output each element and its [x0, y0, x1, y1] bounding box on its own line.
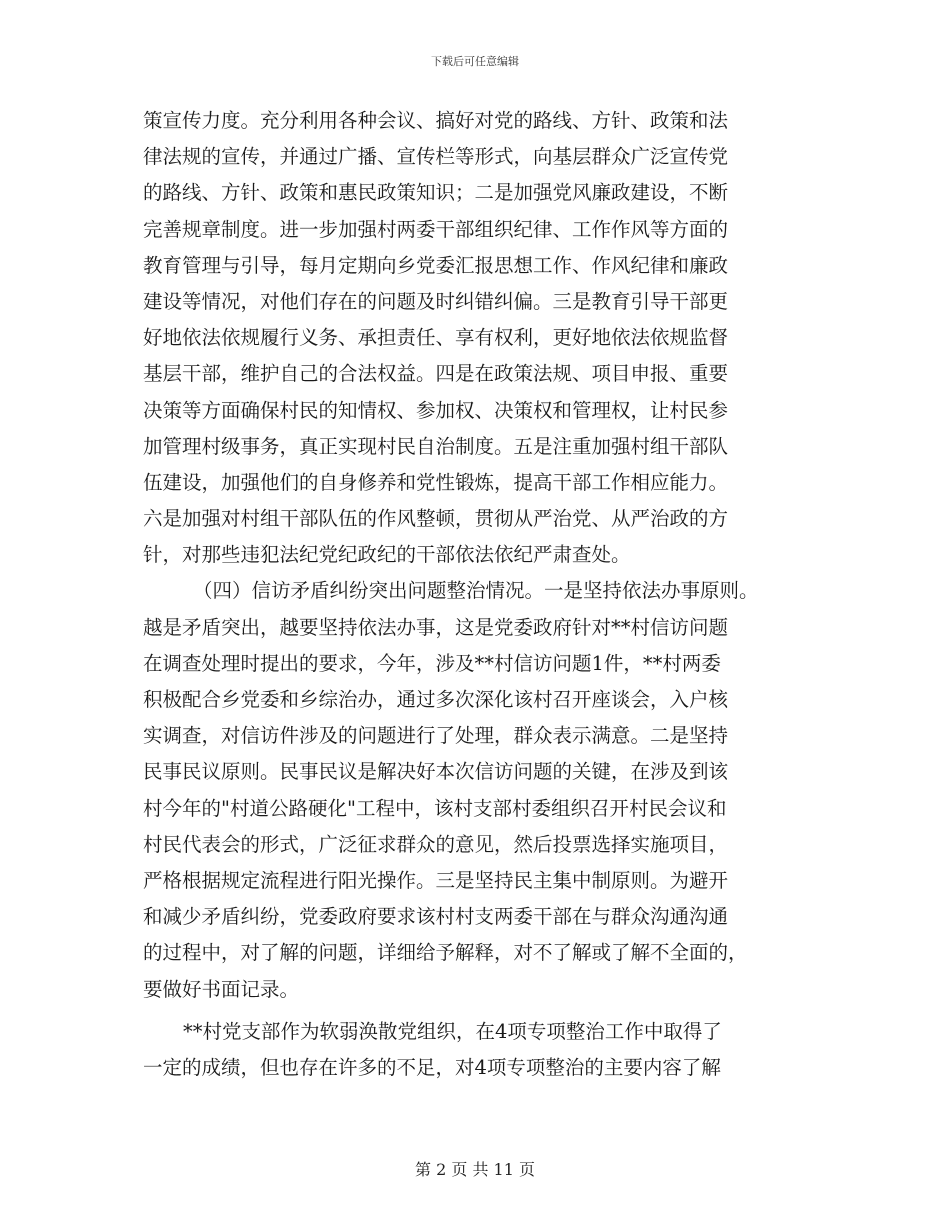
text-line: 教育管理与引导，每月定期向乡党委汇报思想工作、作风纪律和廉政	[143, 253, 729, 277]
paragraph-2	[143, 573, 808, 1007]
text-line: 村民代表会的形式，广泛征求群众的意见，然后投票选择实施项目，	[143, 832, 729, 856]
text-line: 决策等方面确保村民的知情权、参加权、决策权和管理权，让村民参	[143, 398, 729, 422]
text-line: 建设等情况，对他们存在的问题及时纠错纠偏。三是教育引导干部更	[143, 289, 729, 313]
text-line: 和减少矛盾纠纷，党委政府要求该村村支两委干部在与群众沟通沟通	[143, 905, 729, 929]
paragraph-3	[143, 1014, 808, 1086]
text-line: 加管理村级事务，真正实现村民自治制度。五是注重加强村组干部队	[143, 434, 729, 458]
text-line: 严格根据规定流程进行阳光操作。三是坚持民主集中制原则。为避开	[143, 868, 729, 892]
text-line: 一定的成绩，但也存在许多的不足，对4项专项整治的主要内容了解	[143, 1055, 721, 1079]
text-line: 的过程中，对了解的问题，详细给予解释，对不了解或了解不全面的，	[143, 941, 748, 965]
text-line: 完善规章制度。进一步加强村两委干部组织纪律、工作作风等方面的	[143, 217, 729, 241]
text-line: 好地依法依规履行义务、承担责任、享有权利，更好地依法依规监督	[143, 326, 729, 350]
text-line: 要做好书面记录。	[143, 977, 300, 1001]
text-line: （四）信访矛盾纠纷突出问题整治情况。一是坚持依法办事原则。	[193, 579, 759, 603]
text-line: 村今年的"村道公路硬化"工程中，该村支部村委组织召开村民会议和	[143, 796, 727, 820]
paragraph-1	[143, 103, 808, 573]
text-line: 民事民议原则。民事民议是解决好本次信访问题的关键，在涉及到该	[143, 760, 729, 784]
document-body	[143, 103, 808, 1086]
text-line: 积极配合乡党委和乡综治办，通过多次深化该村召开座谈会，入户核	[143, 688, 729, 711]
page-header-note: 下载后可任意编辑	[431, 55, 519, 68]
text-line: **村党支部作为软弱涣散党组织，在4项专项整治工作中取得了	[183, 1019, 722, 1043]
text-line: 六是加强对村组干部队伍的作风整顿，贯彻从严治党、从严治政的方	[143, 507, 729, 531]
text-line: 在调查处理时提出的要求，今年，涉及**村信访问题1件，**村两委	[143, 651, 721, 675]
text-line: 针，对那些违犯法纪党纪政纪的干部依法依纪严肃查处。	[143, 543, 631, 567]
text-line: 伍建设，加强他们的自身修养和党性锻炼，提高干部工作相应能力。	[143, 470, 729, 494]
text-line: 的路线、方针、政策和惠民政策知识；二是加强党风廉政建设，不断	[143, 181, 729, 205]
text-line: 策宣传力度。充分利用各种会议、搞好对党的路线、方针、政策和法	[143, 109, 729, 132]
text-line: 越是矛盾突出，越要坚持依法办事，这是党委政府针对**村信访问题	[143, 615, 729, 639]
text-line: 实调查，对信访件涉及的问题进行了处理，群众表示满意。二是坚持	[143, 724, 729, 748]
page-number: 第 2 页 共 11 页	[415, 1160, 535, 1179]
text-line: 律法规的宣传，并通过广播、宣传栏等形式，向基层群众广泛宣传党	[143, 145, 729, 169]
text-line: 基层干部，维护自己的合法权益。四是在政策法规、项目申报、重要	[143, 362, 729, 386]
